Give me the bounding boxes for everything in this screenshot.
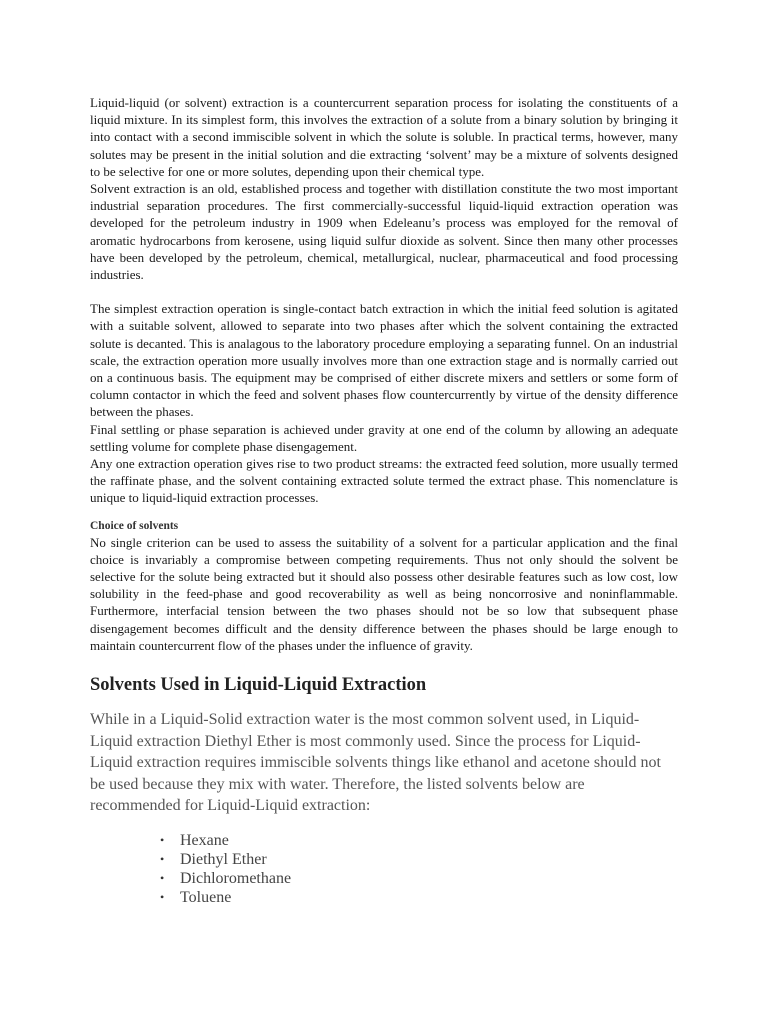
list-item	[160, 869, 678, 888]
list-item	[160, 850, 678, 869]
list-item	[160, 831, 678, 850]
document-page	[90, 94, 678, 907]
paragraph-choice-of-solvents: No single criterion can be used to assess the suitability of a solvent for a particular application and the final choice is invariably a compromise between competing requirements. Thus not only should the solvent be selective for the solute being extracted but it should also possess other desirable features such as low cost, low solubility in the feed-phase and good recoverability as well as being noncorrosive and noninflammable. Furthermore, interfacial tension between the two phases should not be so low that subsequent phase disengagement becomes difficult and the density difference between the phases should be large enough to maintain countercurrent flow of the phases under the influence of gravity.	[90, 534, 678, 653]
paragraph-product-streams: Any one extraction operation gives rise to two product streams: the extracted feed solution, more usually termed the raffinate phase, and the solvent containing extracted solute termed the extract phase. This nomenclature is unique to liquid-liquid extraction processes.	[90, 456, 678, 506]
paragraph-batch-extraction: The simplest extraction operation is single-contact batch extraction in which the initial feed solution is agitated with a suitable solvent, allowed to separate into two phases after which the solvent containing the extracted solute is decanted. This is analagous to the laboratory procedure employing a separating funnel. On an industrial scale, the extraction operation more usually involves more than one extraction stage and is normally carried out on a continuous basis. The equipment may be comprised of either discrete mixers and settlers or some form of column contactor in which the feed and solvent phases flow countercurrently by virtue of the density difference between the phases.	[90, 301, 678, 420]
list-item-label: Toluene	[180, 888, 232, 906]
paragraph-history: Solvent extraction is an old, established process and together with distillation constitute the two most important industrial separation procedures. The first commercially-successful liquid-liquid extraction operation was developed for the petroleum industry in 1909 when Edeleanu’s process was employed for the removal of aromatic hydrocarbons from kerosene, using liquid sulfur dioxide as solvent. Since then many other processes have been developed by the petroleum, chemical, metallurgical, nuclear, pharmaceutical and food processing industries.	[90, 181, 678, 283]
bullet-icon: •	[160, 870, 165, 885]
solvents-section-heading: Solvents Used in Liquid-Liquid Extraction	[90, 675, 427, 696]
choice-of-solvents-heading: Choice of solvents	[90, 519, 179, 532]
paragraph-solvents-intro: While in a Liquid-Solid extraction water is the most common solvent used, in Liquid-Liquid extraction Diethyl Ether is most commonly used. Since the process for Liquid-Liquid extraction requires immiscible solvents things like ethanol and acetone should not be used because they mix with water. Therefore, the listed solvents below are recommended for Liquid-Liquid extraction:	[90, 711, 661, 815]
paragraph-intro: Liquid-liquid (or solvent) extraction is a countercurrent separation process for isolating the constituents of a liquid mixture. In its simplest form, this involves the extraction of a solute from a binary solution by bringing it into contact with a second immiscible solvent in which the solute is soluble. In practical terms, however, many solutes may be present in the initial solution and die extracting ‘solvent’ may be a mixture of solvents designed to be selective for one or more solutes, depending upon their chemical type.	[90, 95, 678, 179]
list-item-label: Diethyl Ether	[180, 850, 267, 868]
paragraph-settling: Final settling or phase separation is achieved under gravity at one end of the column by allowing an adequate settling volume for complete phase disengagement.	[90, 421, 678, 454]
list-item	[160, 888, 678, 907]
paragraph-spacer	[90, 283, 678, 300]
solvent-list	[160, 831, 678, 907]
bullet-icon: •	[160, 851, 165, 866]
list-item-label: Hexane	[180, 831, 229, 849]
list-item-label: Dichloromethane	[180, 869, 292, 887]
bullet-icon: •	[160, 889, 165, 904]
bullet-icon: •	[160, 832, 165, 847]
